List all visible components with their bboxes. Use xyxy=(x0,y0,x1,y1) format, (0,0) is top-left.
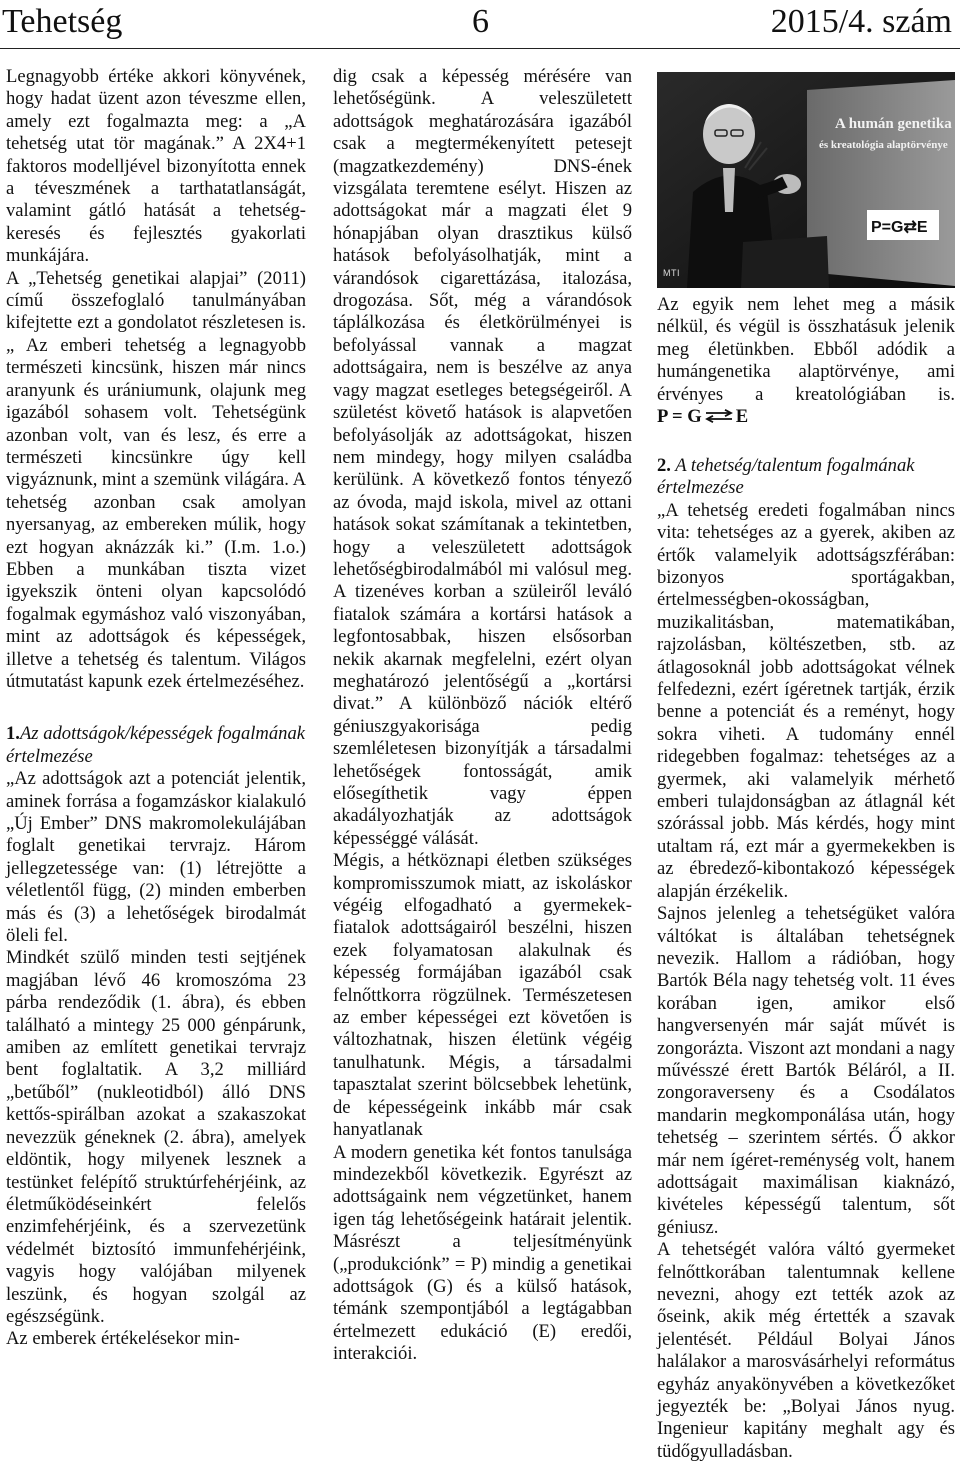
col1-paragraph-4: Mindkét szülő minden testi sejtjének magjában lévő 46 kromoszóma 23 párba rendeződik (1. ábra), és ebben található a mintegy 25 000 génpárunk, amiben az említett genetikai tervrajz bent foglaltatik. A 3,2 milliárd „betűből” (nukleotidból) álló DNS kettős-spirálban azokat a szakaszokat nevezzük géneknek (2. ábra), amelyek eldöntik, hogy milyenek lesznek a testünket felépítő struktúrfehérjéink, az életműködéseinkért felelős enzimfehérjéink, és a szervezetünk védelmét biztosító immunfehérjéink, vagyis hogy valójában milyenek leszünk, és hogyan szolgál az egészségünk. xyxy=(6,947,306,1327)
photo-sign-formula: P=G⇄E xyxy=(871,219,928,236)
speaker-photo xyxy=(657,72,955,288)
column-1 xyxy=(6,66,306,1351)
spacer xyxy=(6,693,306,723)
spacer xyxy=(657,429,955,455)
section-heading-2 xyxy=(657,455,955,500)
section-heading-2-number: 2. xyxy=(657,454,671,476)
law-formula xyxy=(657,406,748,427)
law-formula-left: P = G xyxy=(657,406,702,428)
col1-paragraph-1: Legnagyobb értéke akkori könyvének, hogy hadat üzent azon téveszme ellen, amely ezt fogalmazta meg: a „A tehetség utat tör magának.” A 2X4+1 faktoros modelljével bizonyította ennek a téveszmének a tarthatatlanságát, valamint gátló hatását a tehetség-keresés és fejlesztés gyakorlati munkájára. xyxy=(6,66,306,267)
header-page-number: 6 xyxy=(472,3,489,40)
col1-paragraph-3: „Az adottságok azt a potenciát jelentik, aminek forrása a fogamzáskor kialakuló „Új Ember” DNS makromolekulájában foglalt genetikai tervrajz. Három jellegzetessége van: (1) létrejötte a véletlentől függ, (2) minden emberben más és (3) a lehetőségek birodalmát öleli fel. xyxy=(6,768,306,947)
header-journal-title: Tehetség xyxy=(2,3,123,40)
col2-paragraph-1: dig csak a képesség mérésére van lehetőségünk. A veleszületett adottságok meghatározására igazából csak a megtermékenyített petesejt (magzatkezdemény) DNS-ének vizsgálata teremtene esélyt. Hiszen az adottságokat már a magzati élet 9 hónapjában olyan drasztikus külső hatások befolyásolhatják, mint a várandósok cigarettázása, italozása, drogozása. Sőt, még a várandósok táplálkozása és életkörülményei is befolyással vannak a magzat adottságaira, nem is beszélve az anya vagy magzat esetleges betegségeiről. A születést követő hatások is alapvetően befolyásolják az adottságokat, hiszen nem mindegy, hogy milyen családba kerülünk. A következő fontos tényező az óvoda, majd iskola, mivel az ottani hatások sokat számítanak a tekintetben, hogy a veleszületett adottságok lehetőségbirodalmából mi valósul meg. A tizenéves korban a szüleiről leváló fiatalok számára a kortársi hatások a legfontosabbak, hiszen elsősorban nekik akarnak megfelelni, ezért olyan meghatározó jelentőségű a „kortársi divat.” A különböző nációk eltérő géniuszgyakorisága pedig szemléletesen bizonyítják a társadalmi lehetőségek fontosságát, amik elősegíthetik vagy éppen akadályozhatják az adottságok képességgé válását. xyxy=(333,66,632,849)
col3-paragraph-1: „A tehetség eredeti fogalmában nincs vita: tehetséges az a gyerek, akiben az értők valamelyik adottságszférában: bizonyos sportágakban, értelmességben-okosságban, muzikalitásban, matematikában, rajzolásban, költészetben, stb. az átlagosoknál jobb adottságokat vélnek felfedezni, ezért ígéretnek tartják, érzik benne a potenciát és a reményt, hogy sokra viheti. A tudomány ennél ridegebben fogalmaz: tehetséges az a gyermek, aki valamelyik mérhető emberi tulajdonságban az átlagnál két szórással jobb. Más kérdés, hogy mint utaltam rá, ezt már a gyermekekben is az ébredező-kibontakozó képességek alapján érzékelik. xyxy=(657,499,955,902)
col3-paragraph-3: A tehetségét valóra váltó gyermeket felnőttkorában talentumnak kellene nevezni, ahogy ezt tették azok az őseink, akik még értették a szavak jelentését. Például Bolyai János halálakor a marosvásárhelyi református egyház anyakönyvében a következőket jegyezték be: „Bolyai János nyug. Ingenieur kapitány meghalt agy és tüdőgyulladásban. xyxy=(657,1239,955,1462)
header-issue: 2015/4. szám xyxy=(770,3,952,40)
photo-sign-line-2: és kreatológia alaptörvénye xyxy=(819,139,948,151)
bidirectional-arrow-icon xyxy=(704,407,734,429)
section-heading-2-text: A tehetség/talentum fogalmának értelmezése xyxy=(657,454,915,499)
section-heading-1-number: 1. xyxy=(6,723,20,745)
photo-credit: MTI xyxy=(663,267,680,278)
speaker-photo-illustration xyxy=(657,72,955,288)
running-header xyxy=(0,0,960,49)
col1-paragraph-5: Az emberek értékelésekor min- xyxy=(6,1328,240,1350)
col2-paragraph-2: Mégis, a hétköznapi életben szükséges kompromisszumok miatt, az iskoláskor végéig elfogadható a gyermekek-fiatalok adottságairól beszélni, hiszen ezek folyamatosan alakulnak és képesség formájában igazából csak felnőttkorra rögzülnek. Természetesen az ember képességei ezt követően is változhatnak, hiszen életünk végéig tanulhatunk. Mégis, a társadalmi tapasztalat szerint bölcsebbek lehetünk, de képességeink inkább már csak hanyatlanak xyxy=(333,850,632,1141)
photo-caption xyxy=(657,294,955,429)
col2-paragraph-3: A modern genetika két fontos tanulsága mindezekből következik. Egyrészt az adottságaink nem végzetünket, hanem igen tág lehetőségeink határait jelentik. Másrészt a teljesítményünk („produkciónk” = P) mindig a genetikai adottságok (G) és a külső hatások, témánk szempontjából a legtágabban értelmezett edukáció (E) eredői, interakciói. xyxy=(333,1141,632,1365)
column-3 xyxy=(657,72,955,1463)
col3-paragraph-2: Sajnos jelenleg a tehetségüket valóra váltókat is általában tehetségnek nevezik. Hallom a rádióban, hogy Bartók Béla nagy tehetség volt. 11 éves korában igen, amikor első hangversenyén már saját művét is zongorázta. Viszont azt mondani a nagy művésszé érett Bartók Béláról, a II. zongoraverseny és a Csodálatos mandarin megkomponálása után, hogy tehetség – szerintem sértés. Ő akkor már nem ígéret-reménység volt, hanem adottságait maximálisan kiaknázó, kivételes képességű talentum, sőt géniusz. xyxy=(657,903,955,1238)
photo-sign-line-1: A humán genetika xyxy=(835,116,952,132)
col1-paragraph-2: A „Tehetség genetikai alapjai” (2011) című összefoglaló tanulmányában kifejtette ezt a gondolatot részletesen is. „ Az emberi tehetség a legnagyobb természeti kincsünk, hiszen már nincs aranyunk és urániumunk, olajunk meg igazából sohasem volt. Tehetségünk azonban volt, van és lesz, és erre a természeti kincsünkre úgy kell vigyáznunk, mint a szemünk világára. A tehetség azonban csak amolyan nyersanyag, az embereken múlik, hogy ezt hogyan aknázzák ki.” (I.m. 1.o.) Ebben a munkában tiszta vizet igyekszik önteni olyan kapcsolódó fogalmak egymáshoz való viszonyában, mint az adottságok és képességek, illetve a tehetség és talentum. Világos útmutatást kapunk ezek értelmezéséhez. xyxy=(6,267,307,692)
column-2 xyxy=(333,66,632,1366)
law-formula-right: E xyxy=(735,406,749,428)
section-heading-1-text: Az adottságok/képességek fogalmának értelmezése xyxy=(6,723,305,767)
section-heading-1 xyxy=(6,723,306,768)
photo-caption-text: Az egyik nem lehet meg a másik nélkül, és végül is összhatásuk jelenik meg életünkben. Ebből adódik a humángenetika alaptörvénye, ami érvényes a kreatológiában is. xyxy=(657,294,955,405)
